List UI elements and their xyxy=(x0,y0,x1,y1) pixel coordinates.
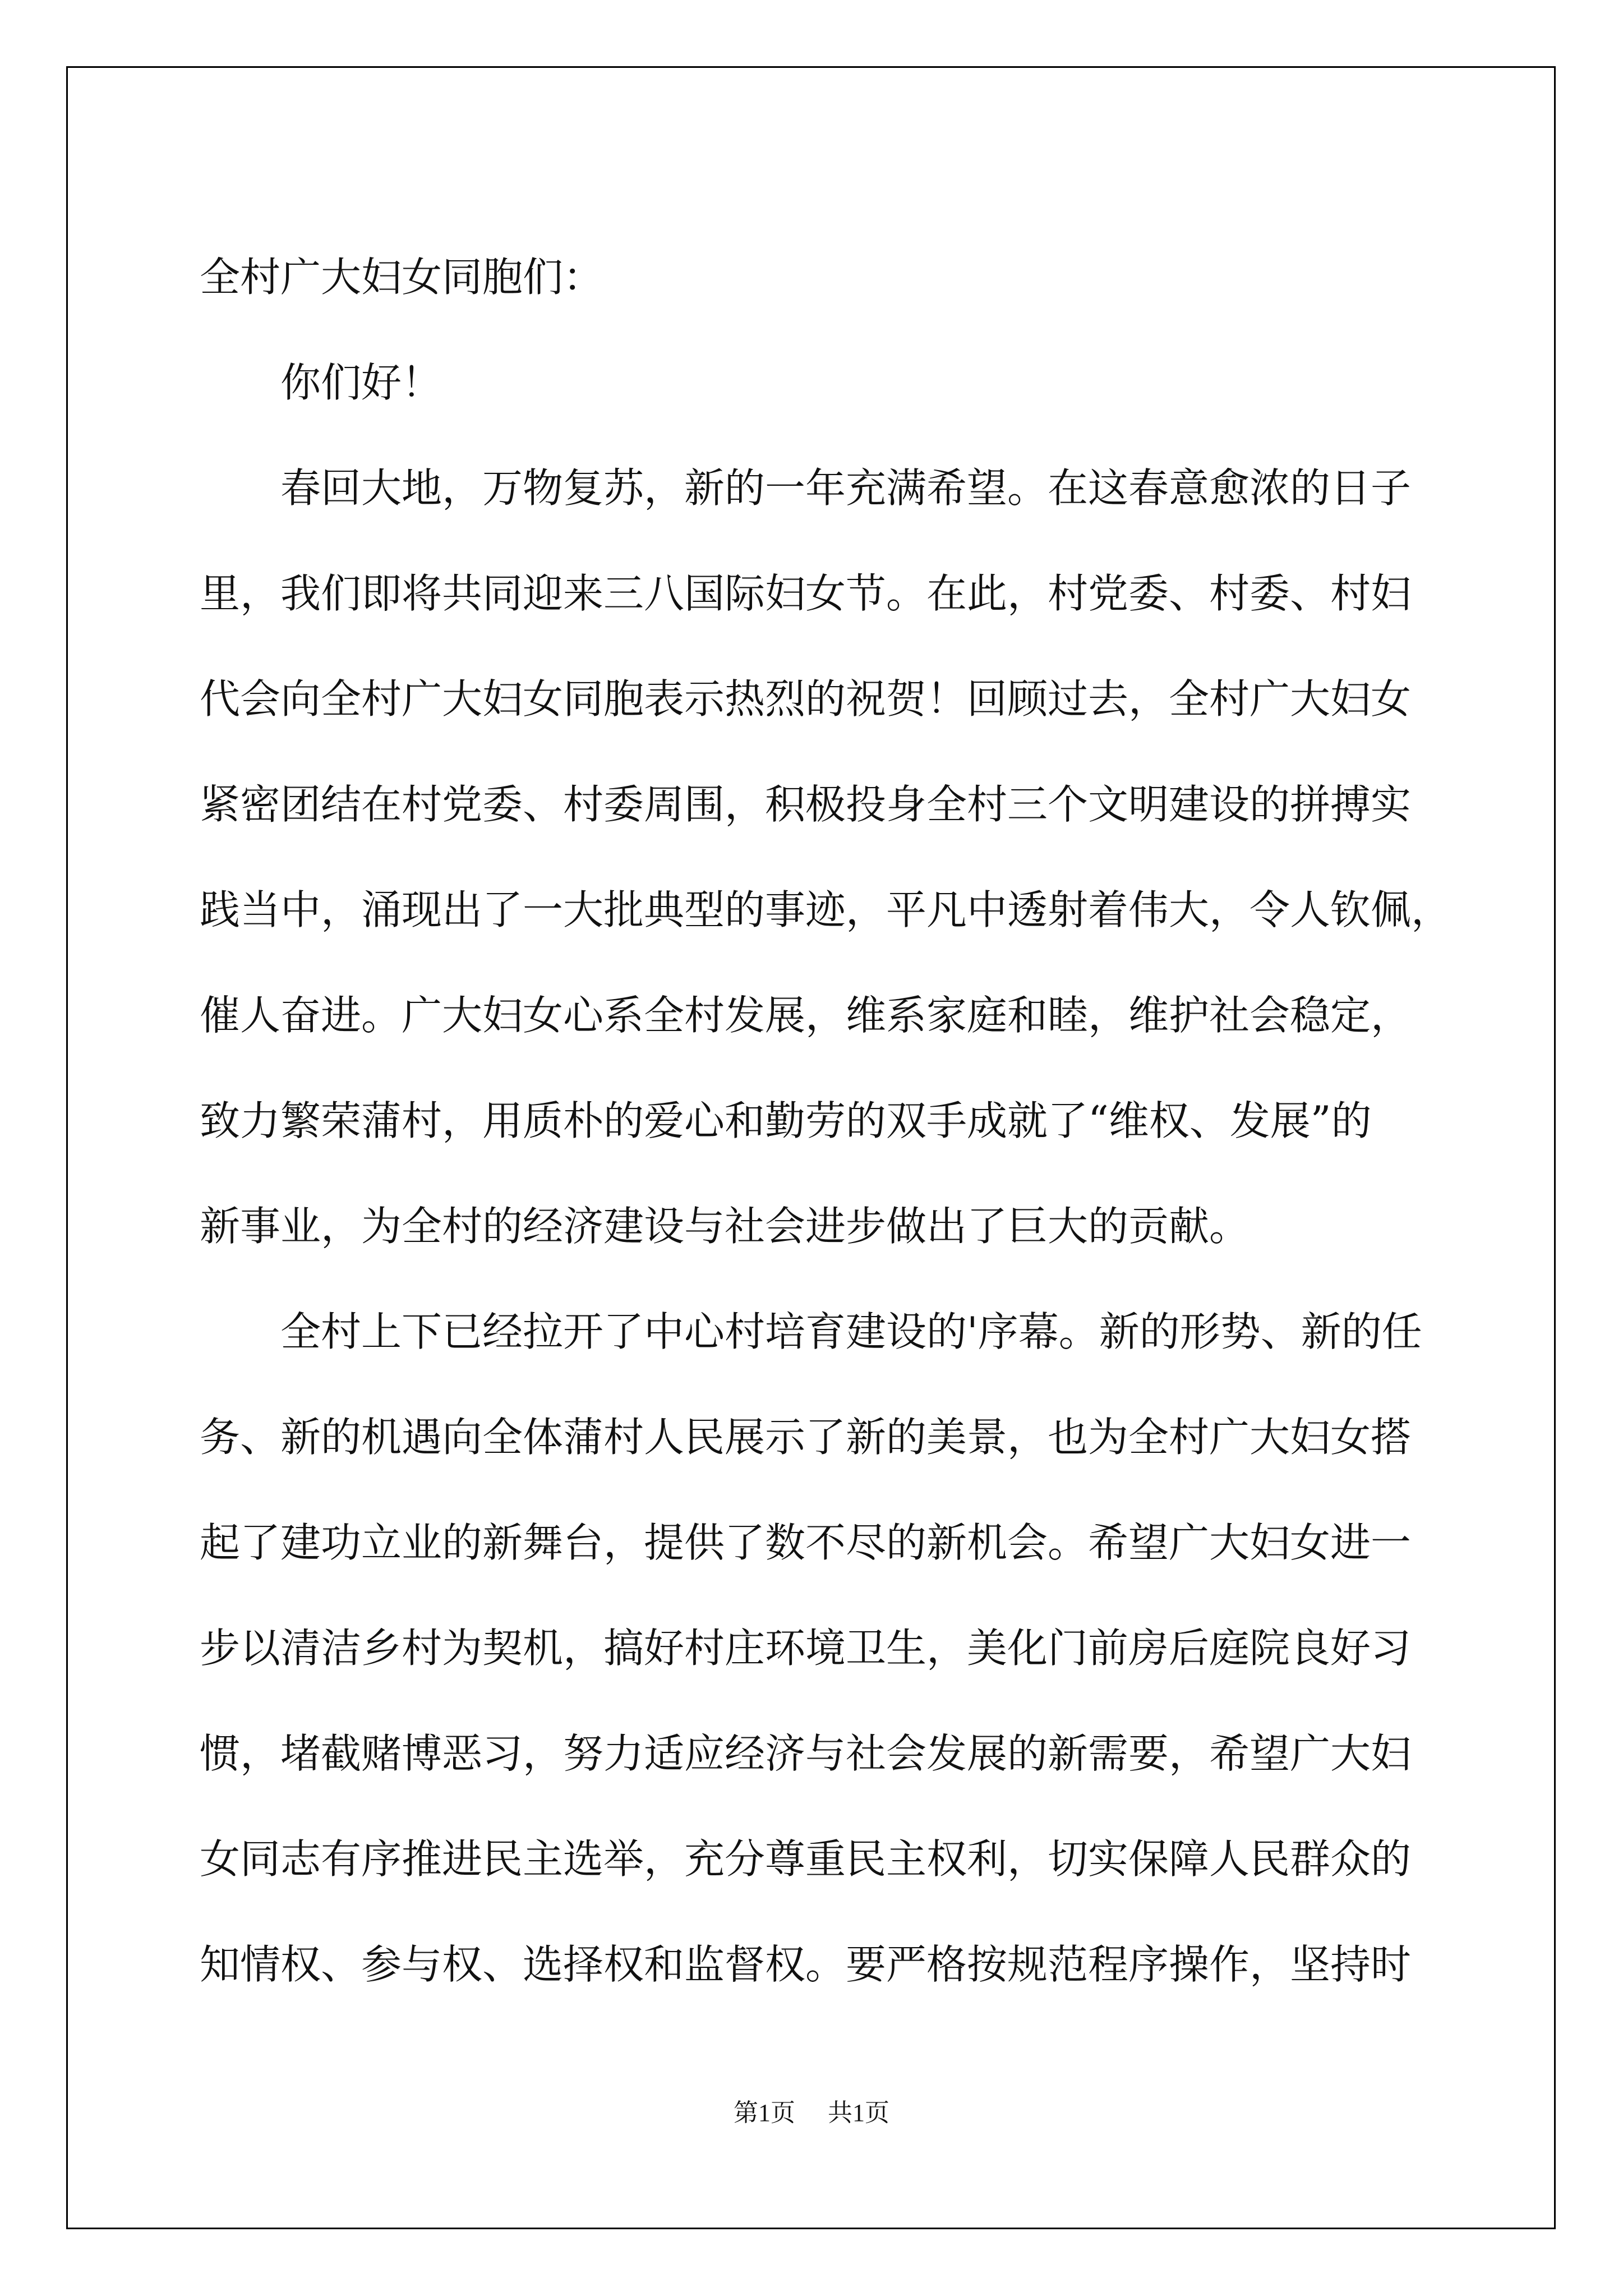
text-line: 新事业，为全村的经济建设与社会进步做出了巨大的贡献。 xyxy=(200,1203,1250,1250)
text-line: 里，我们即将共同迎来三八国际妇女节。在此，村党委、村委、村妇 xyxy=(200,570,1412,617)
text-line: 代会向全村广大妇女同胞表示热烈的祝贺！回顾过去，全村广大妇女 xyxy=(200,675,1412,723)
text-line: 步以清洁乡村为契机，搞好村庄环境卫生，美化门前房后庭院良好习 xyxy=(200,1625,1412,1672)
page-footer xyxy=(0,2092,1623,2128)
text-line: 女同志有序推进民主选举，充分尊重民主权利，切实保障人民群众的 xyxy=(200,1835,1412,1883)
text-line: 践当中，涌现出了一大批典型的事迹，平凡中透射着伟大，令人钦佩， xyxy=(200,886,1452,933)
text-line: 全村广大妇女同胞们： xyxy=(200,254,604,301)
text-line: 春回大地，万物复苏，新的一年充满希望。在这春意愈浓的日子 xyxy=(280,464,1412,512)
text-line: 催人奋进。广大妇女心系全村发展，维系家庭和睦，维护社会稳定， xyxy=(200,992,1412,1039)
page-number-total: 共1页 xyxy=(828,2099,889,2127)
text-line: 知情权、参与权、选择权和监督权。要严格按规范程序操作，坚持时 xyxy=(200,1941,1412,1988)
text-line: 你们好！ xyxy=(280,359,442,406)
text-line: 全村上下已经拉开了中心村培育建设的'序幕。新的形势、新的任 xyxy=(280,1308,1422,1355)
page-number-current: 第1页 xyxy=(734,2099,795,2127)
text-line: 起了建功立业的新舞台，提供了数不尽的新机会。希望广大妇女进一 xyxy=(200,1519,1412,1566)
text-line: 致力繁荣蒲村，用质朴的爱心和勤劳的双手成就了“维权、发展”的 xyxy=(200,1097,1372,1144)
text-line: 紧密团结在村党委、村委周围，积极投身全村三个文明建设的拼搏实 xyxy=(200,781,1412,828)
document-body xyxy=(200,224,1452,2017)
text-line: 务、新的机遇向全体蒲村人民展示了新的美景，也为全村广大妇女搭 xyxy=(200,1414,1412,1461)
text-line: 惯，堵截赌博恶习，努力适应经济与社会发展的新需要，希望广大妇 xyxy=(200,1730,1412,1777)
